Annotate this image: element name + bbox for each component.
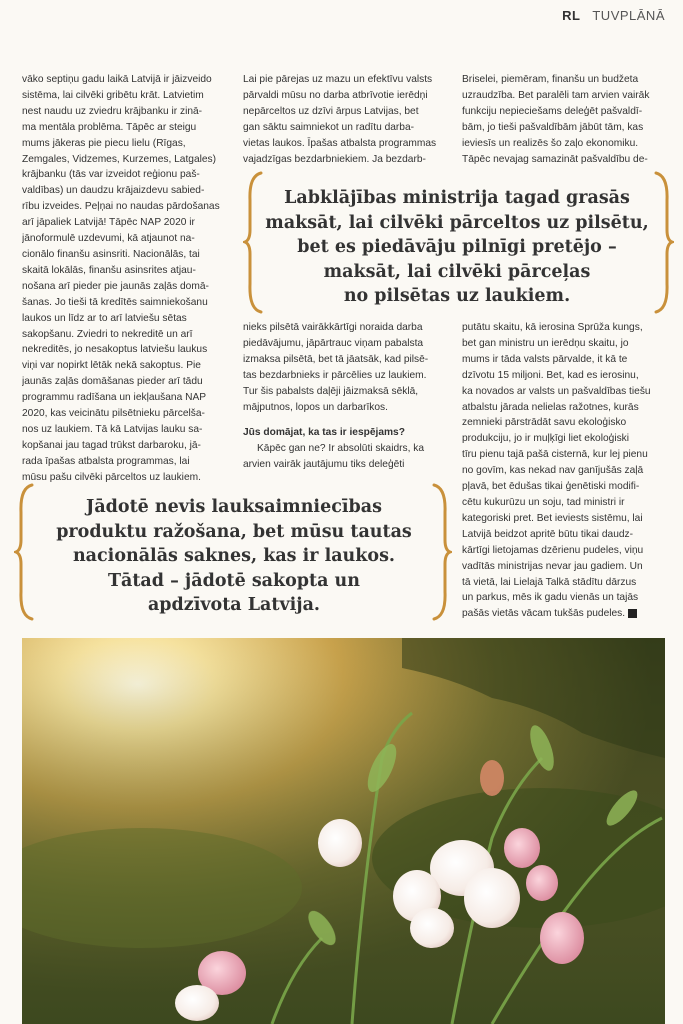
body-text-line: ieviesīs un realizēs šo zaļo ekonomiku.: [462, 137, 639, 149]
body-text-line: vajadzīgas bezdarbniekiem. Ja bezdarb-: [243, 153, 426, 165]
body-text-line: Zemgales, Vidzemes, Kurzemes, Latgales): [22, 153, 217, 165]
body-text-line: 2020, kas veicinātu pilsētnieku pārcelša-: [22, 408, 205, 420]
body-text-line: arvien vairāk jautājumu tiks deleģēti: [243, 459, 405, 470]
body-text-line: ma mentāla problēma. Tāpēc ar steigu: [22, 121, 197, 133]
body-text-line: mājputnos, lopos un darbarīkos.: [243, 401, 388, 413]
article-column-1: [22, 72, 234, 492]
body-text-line: ka novados ar valsts un pašvaldības tiešu: [462, 385, 651, 397]
body-text-line: mūsu pašu cilvēki pārceltos uz laukiem.: [22, 471, 201, 483]
body-text-line: kopšanai jau tagad trūkst darbaroku, jā-: [22, 439, 201, 451]
article-end-mark: [628, 609, 637, 618]
pull-quote-line: maksāt, lai cilvēki pārceltos uz pilsētu,: [265, 212, 649, 233]
pull-quote-line: nacionālās saknes, kas ir laukos.: [72, 546, 396, 566]
body-text-line: dzīvotu 15 miljoni. Bet, kad es ierosinu,: [462, 369, 639, 381]
body-text-line: sakopšanu. Zviedri to nekreditē un arī: [22, 328, 193, 340]
body-text-line: piedāvājumu, jāpārtrauc viņam pabalsta: [243, 337, 424, 349]
body-text-line: nieks pilsētā vairākkārtīgi noraida darba: [243, 322, 423, 333]
article-column-2-top: [243, 72, 451, 172]
pull-quote-line: bet es piedāvāju pilnīgi pretējo –: [297, 237, 617, 257]
body-text-line: vietas laukos. Īpašas atbalsta programmas: [243, 137, 437, 149]
body-text-line: uzraudzība. Bet paralēli tam arvien vairāk: [462, 89, 650, 101]
right-brace-decoration-2: [430, 482, 452, 622]
pull-quote-2: [34, 495, 434, 618]
pull-quote-line: Jādotē nevis lauksaimniecības: [86, 497, 382, 517]
body-text-line: Briselei, piemēram, finanšu un budžeta: [462, 74, 639, 85]
body-text-line: arī jāpaliek Latvijā! Tāpēc NAP 2020 ir: [22, 217, 195, 229]
article-column-3-top: [462, 72, 667, 172]
pull-quote-line: Tātad – jādotē sakopta un: [107, 570, 361, 591]
body-text-line: cētu kukurūzu un soju, tad ministri ir: [462, 496, 625, 508]
body-text-line: cionālo finanšu asinsriti. Nacionālās, tai: [22, 248, 200, 260]
body-text-line: no govīm, kas nekad nav ganījušās zaļā: [462, 465, 644, 477]
body-text-line: laukos un līdz ar to arī latviešu sētas: [22, 312, 187, 324]
article-column-2-middle: [243, 320, 451, 470]
body-text-line: viņi var nopirkt lētāk nekā sakoptus. Pie: [22, 360, 201, 372]
body-text-line: rada īpašas atbalsta programmas, lai: [22, 455, 190, 467]
article-column-3-middle: [462, 320, 667, 620]
body-text-line: mums ir tāda valsts pārvalde, it kā te: [462, 353, 628, 365]
body-text-line: Latvijā beidzot apritē būtu tikai daudz-: [462, 528, 634, 540]
body-text-line: izmaksa pilsētā, bet tā jāatsāk, kad pilsē-: [243, 353, 429, 365]
body-text-line: jānoformulē uzdevumi, kā atjaunot na-: [22, 233, 195, 245]
body-text-line: šanas. Jo tieši tā kredītēs saimniekošanu: [22, 296, 208, 308]
body-text-line: nos uz laukiem. Tā kā Latvijas lauku sa-: [22, 423, 203, 435]
body-text-line: Lai pie pārejas uz mazu un efektīvu valsts: [243, 74, 433, 85]
body-text-line: Kāpēc gan ne? Ir absolūti skaidrs, ka: [257, 443, 425, 455]
body-text-line: tas bezdarbnieks ir pārcēlies uz laukiem.: [243, 369, 427, 381]
body-text-line: nošana arī pieder pie jaunās zaļās domā-: [22, 280, 209, 292]
body-text-line: kategoriski pret. Bet ieviests sistēmu, lai: [462, 512, 643, 524]
body-text-line: tīru pienu tajā pašā cisternā, kur lej pienu: [462, 449, 648, 461]
pull-quote-line: no pilsētas uz laukiem.: [343, 286, 571, 306]
body-text-line: pārvaldi mūsu no darba atbrīvotie ierēdņi: [243, 89, 428, 101]
body-text-line: gan sāktu saimniekot un radītu darba-: [243, 121, 415, 133]
body-text-line: sistēma, lai cilvēki gribētu krāt. Latvietim: [22, 89, 204, 101]
body-text-line: pašās vietās vācam tukšās pudeles.: [462, 606, 667, 620]
body-text-line: nepārceltos uz dzīvi ārpus Latvijas, bet: [243, 105, 419, 117]
body-text-line: valdības) un daudzu krājaizdevu sabied-: [22, 185, 205, 197]
pull-quote-line: produktu ražošana, bet mūsu tautas: [56, 521, 412, 542]
body-text-line: funkciju nepieciešams deleģēt pašvaldī-: [462, 105, 643, 117]
body-text-line: putātu skaitu, kā ierosina Sprūža kungs,: [462, 322, 643, 333]
body-text-line: nest naudu uz zviedru krājbanku ir zinā-: [22, 105, 203, 117]
body-text-line: un parkus, mēs ik gadu vienās un tajās: [462, 592, 639, 604]
right-brace-decoration: [652, 170, 674, 315]
magazine-logo: RL: [562, 8, 581, 23]
body-text-line: krājbanku (tās var izveidot reģionu paš-: [22, 169, 200, 181]
left-brace-decoration-2: [14, 482, 36, 622]
pull-quote-line: maksāt, lai cilvēki pārceļas: [323, 261, 591, 282]
body-text-line: mums jākeras pie piecu lielu (Rīgas,: [22, 137, 186, 149]
body-text-line: vadītās ministrijas nevar jau gadiem. Un: [462, 560, 643, 572]
sweet-pea-garden-photo: [22, 638, 665, 1024]
body-text-line: jaunās zaļās domāšanas pieder arī tādu: [22, 376, 203, 388]
page-header: [562, 8, 665, 23]
body-text-line: atbalstu jārada nelielas ražotnes, kurās: [462, 401, 639, 413]
pull-quote-line: Labklājības ministrija tagad grasās: [284, 188, 630, 208]
body-text-line: tā vietā, lai Lielajā Talkā stādītu dārzus: [462, 576, 637, 588]
interview-question: Jūs domājat, ka tas ir iespējams?: [243, 427, 405, 439]
pull-quote-1: [262, 186, 652, 309]
section-title: TUVPLĀNĀ: [592, 8, 665, 23]
body-text-line: vāko septiņu gadu laikā Latvijā ir jāizveido: [22, 74, 212, 85]
body-text-line: bet gan ministru un ierēdņu skaitu, jo: [462, 337, 629, 349]
body-text-line: pļavā, bet ēdušas tikai ģenētiski modifi-: [462, 481, 640, 493]
body-text-line: programmu radīšana un iekļaušana NAP: [22, 392, 207, 404]
body-text-line: produkciju, jo ir muļķīgi liet ekoloģiski: [462, 433, 630, 445]
body-text-line: bām, jo tieši pašvaldībām jābūt tām, kas: [462, 121, 644, 133]
pull-quote-line: apdzīvota Latvija.: [147, 595, 321, 615]
body-text-line: nekreditēs, jo nesakoptus latviešu laukus: [22, 344, 208, 356]
body-text-line: rību izveides. Peļņai no naudas pārdošanas: [22, 201, 220, 213]
body-text-line: zemnieki pārstrādāt savu ekoloģisko: [462, 417, 627, 429]
body-text-line: Tur šis pabalsts daļēji jāizmaksā sēklā,: [243, 385, 419, 397]
body-text-line: skaitā lokālās, finanšu asinsrites atjau-: [22, 264, 196, 276]
body-text-line: kārtīgi lietojamas dzērienu pudeles, viņu: [462, 544, 644, 556]
body-text-line: Tāpēc nevajag samazināt pašvaldību de-: [462, 153, 648, 165]
